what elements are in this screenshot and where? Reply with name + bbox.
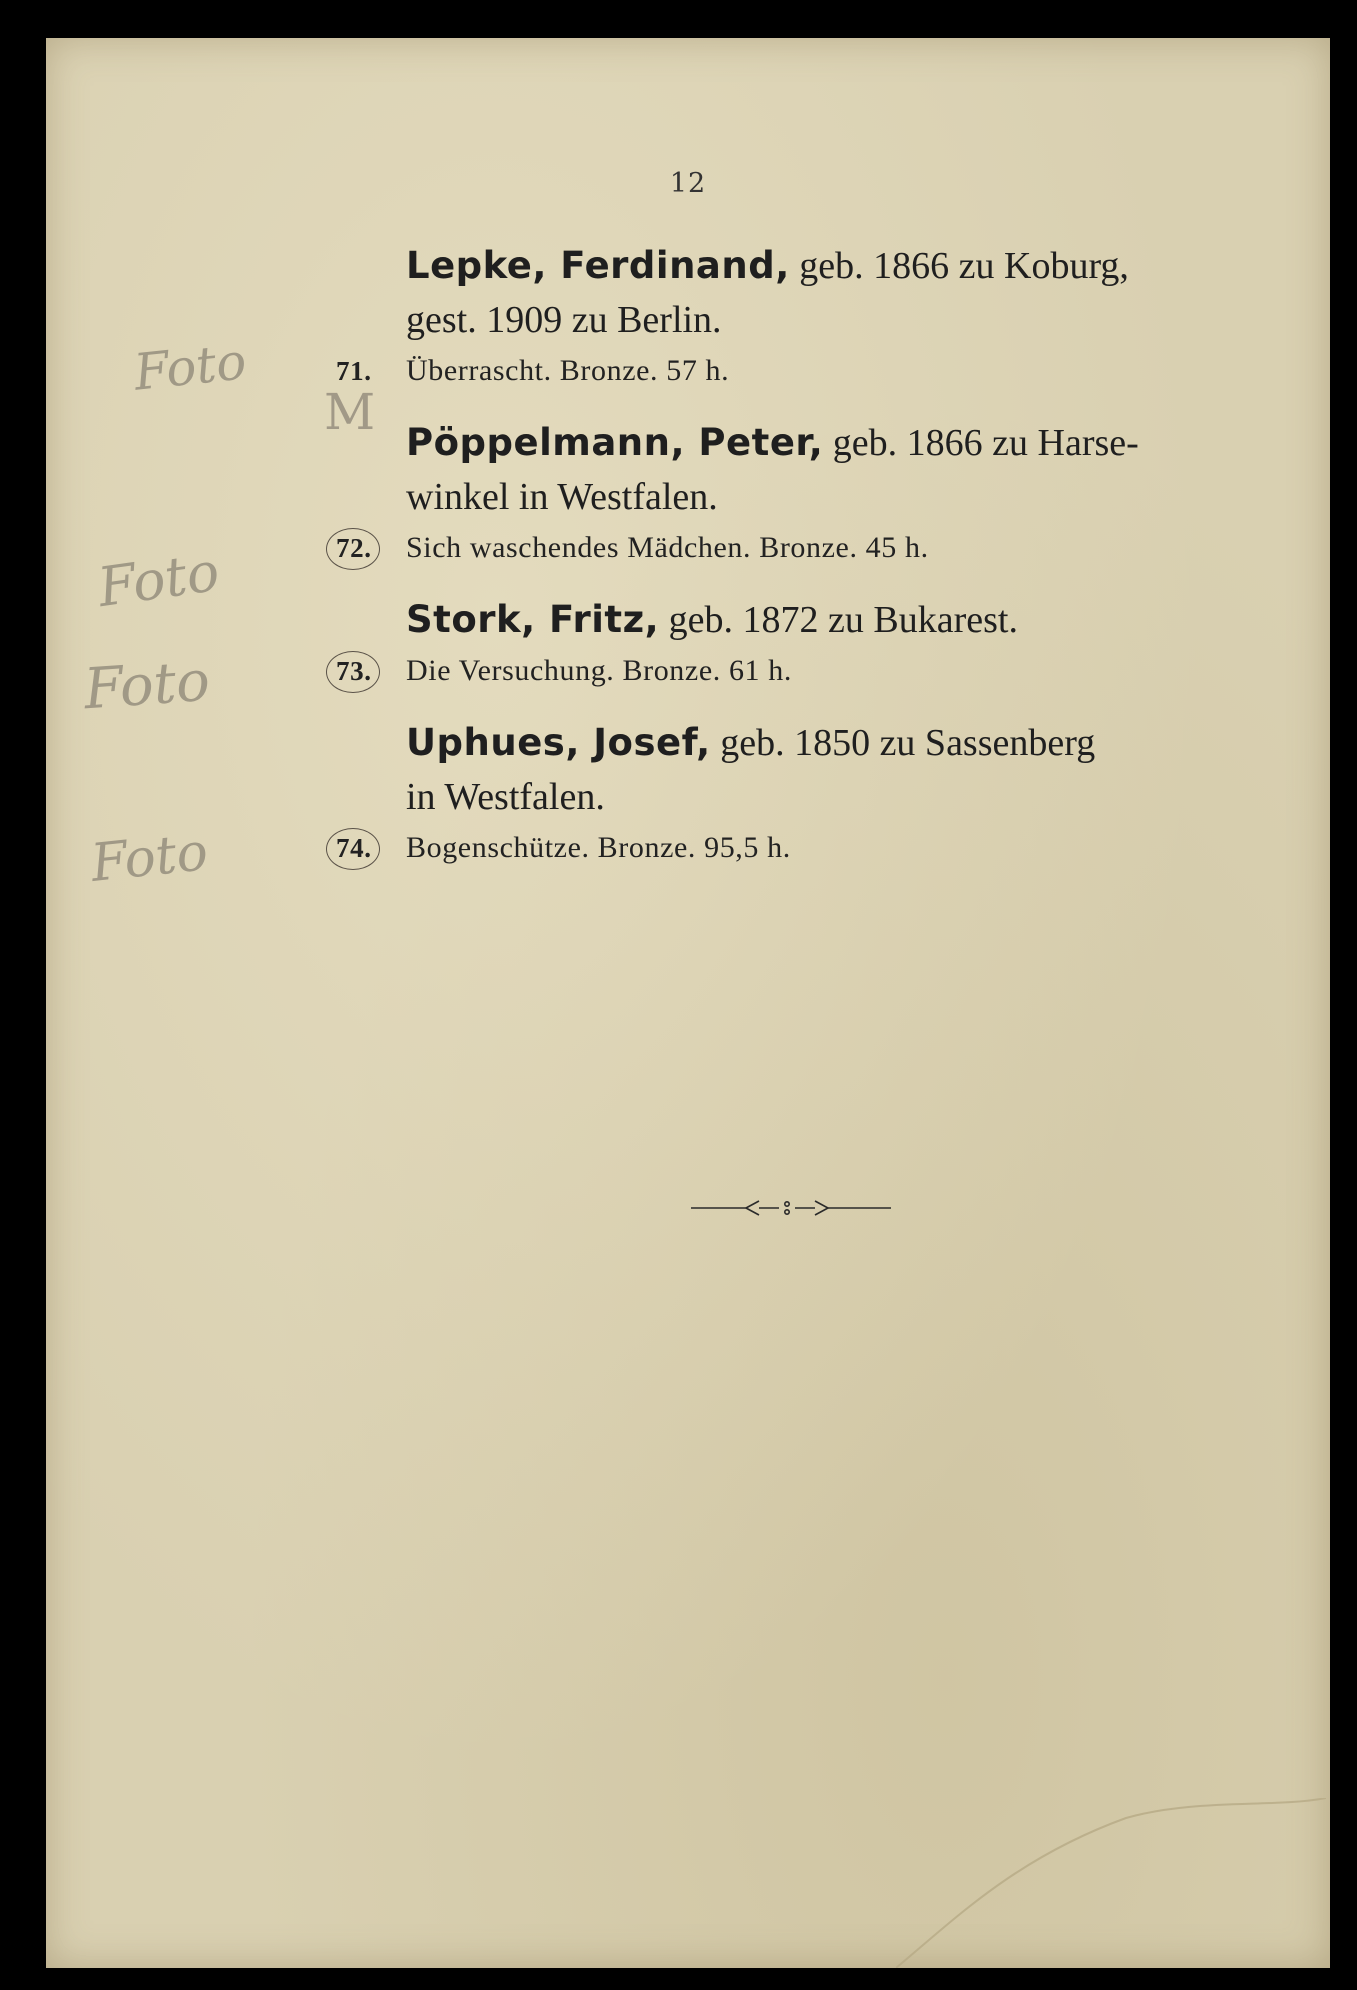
work-text: Überrascht. Bronze. 57 h. <box>406 354 730 387</box>
work-number: 73. <box>336 647 396 695</box>
work-line <box>336 647 1266 695</box>
artist-details: in Westfalen. <box>406 776 605 818</box>
artist-heading <box>406 238 1266 347</box>
catalog-entry <box>336 415 1266 572</box>
work-number: 72. <box>336 524 396 572</box>
document-page <box>46 38 1330 1968</box>
artist-name: Uphues, Josef, <box>406 721 711 764</box>
artist-birth: geb. 1850 zu Sassenberg <box>710 722 1096 764</box>
artist-birth: geb. 1872 zu Bukarest. <box>659 599 1018 641</box>
catalog-entry <box>336 592 1266 695</box>
work-line <box>336 824 1266 872</box>
artist-heading <box>406 415 1266 524</box>
artist-name: Stork, Fritz, <box>406 598 660 641</box>
artist-name: Lepke, Ferdinand, <box>406 244 790 287</box>
catalog-entry <box>336 238 1266 395</box>
artist-birth: geb. 1866 zu Harse- <box>823 422 1139 464</box>
margin-note-5: Foto <box>88 822 211 894</box>
work-text: Bogenschütze. Bronze. 95,5 h. <box>406 831 791 864</box>
margin-note-2: M <box>324 383 376 441</box>
artist-birth: geb. 1866 zu Koburg, <box>789 245 1129 287</box>
margin-note-4: Foto <box>81 648 212 723</box>
margin-note-3: Foto <box>94 539 224 620</box>
artist-name: Pöppelmann, Peter, <box>406 421 824 464</box>
paper-crease <box>896 1798 1326 1968</box>
catalog-entries <box>336 238 1266 892</box>
artist-details: winkel in Westfalen. <box>406 476 718 518</box>
work-number: 71. <box>336 356 372 386</box>
page-number: 12 <box>669 168 707 199</box>
artist-heading <box>406 715 1266 824</box>
ornament-divider <box>691 1193 891 1223</box>
work-line <box>336 524 1266 572</box>
artist-details: gest. 1909 zu Berlin. <box>406 299 722 341</box>
work-number: 74. <box>336 824 396 872</box>
work-line <box>336 347 1266 395</box>
artist-heading <box>406 592 1266 647</box>
work-text: Die Versuchung. Bronze. 61 h. <box>406 654 792 687</box>
work-text: Sich waschendes Mädchen. Bronze. 45 h. <box>406 531 929 564</box>
catalog-entry <box>336 715 1266 872</box>
margin-note-1: Foto <box>131 332 249 402</box>
